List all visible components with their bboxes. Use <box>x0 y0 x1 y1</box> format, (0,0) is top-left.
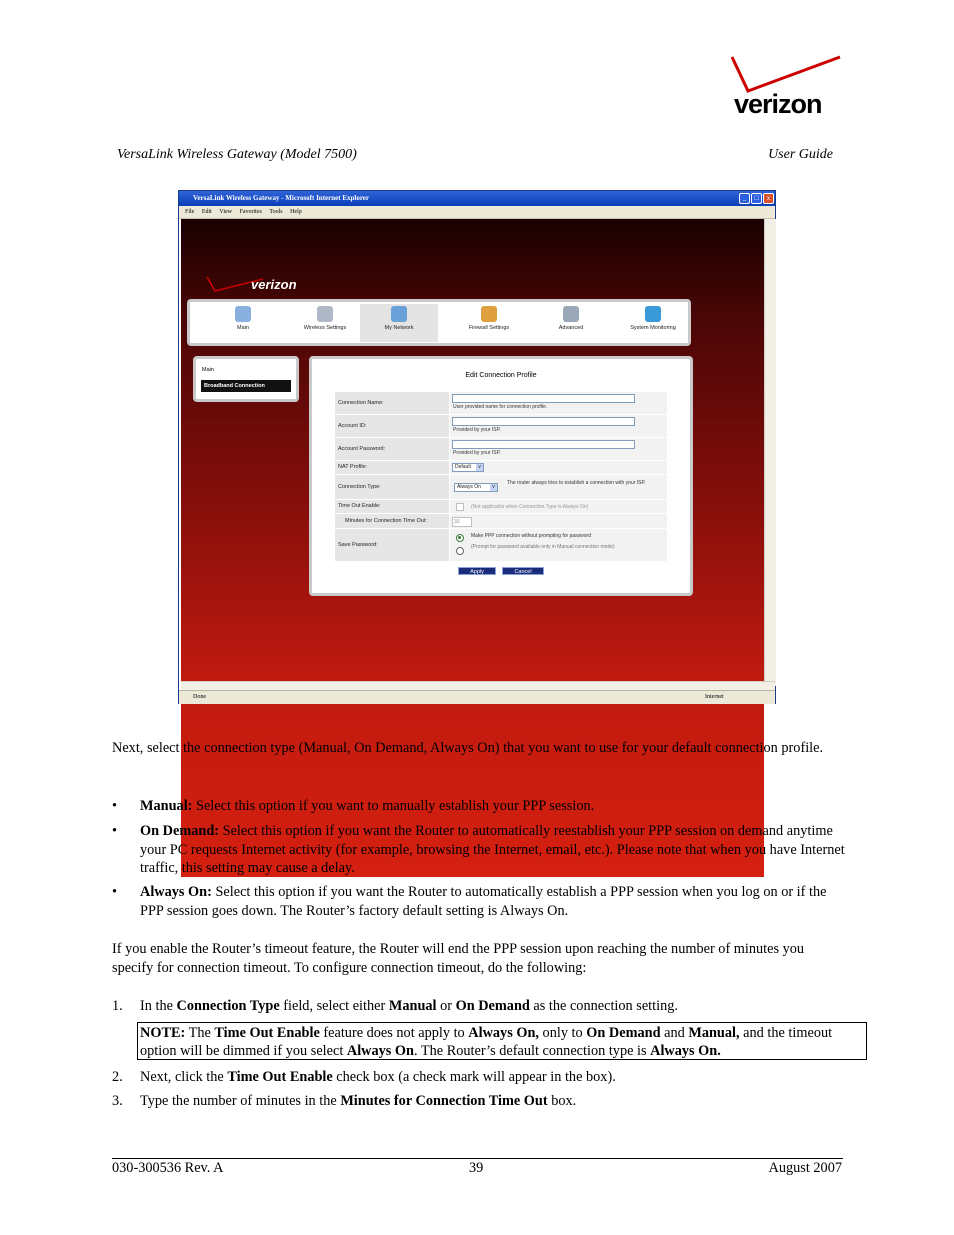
field-hint: Provided by your ISP. <box>453 427 501 433</box>
menu-edit[interactable]: Edit <box>201 209 212 215</box>
apply-button[interactable]: Apply <box>458 567 496 575</box>
monitor-icon <box>645 306 661 322</box>
menu-favorites[interactable]: Favorites <box>239 209 262 215</box>
field-hint: User provided name for connection profile. <box>453 404 548 410</box>
doc-title: VersaLink Wireless Gateway (Model 7500) <box>117 147 357 162</box>
row-account-id <box>335 414 667 437</box>
radio-label: (Prompt for password available only in Manual connection mode) <box>471 544 615 550</box>
connection-name-input[interactable] <box>452 394 635 403</box>
nat-profile-select[interactable]: Default v <box>452 463 484 472</box>
row-account-password <box>335 437 667 460</box>
footer-date: August 2007 <box>768 1160 842 1176</box>
nav-label: Main <box>237 325 249 331</box>
field-label: Connection Type: <box>338 484 381 490</box>
account-id-input[interactable] <box>452 417 635 426</box>
step-1: 1. In the Connection Type field, select either Manual or On Demand as the connection setting. <box>112 998 678 1014</box>
footer-divider <box>112 1158 843 1159</box>
verizon-logo-text: verizon <box>734 89 822 119</box>
field-label: Connection Name: <box>338 400 384 406</box>
connection-type-select[interactable]: Always On v <box>454 483 498 492</box>
status-zone: Internet <box>705 694 724 700</box>
step-number: 1. <box>112 998 123 1014</box>
step-2: 2. Next, click the Time Out Enable check box (a check mark will appear in the box). <box>112 1069 616 1085</box>
minutes-timeout-input[interactable]: 30 <box>452 517 472 527</box>
nav-label: My Network <box>384 325 414 331</box>
bullet-dot: • <box>112 884 118 900</box>
menu-help[interactable]: Help <box>290 209 302 215</box>
menu-view[interactable]: View <box>219 209 232 215</box>
intro-paragraph: Next, select the connection type (Manual, On Demand, Always On) that you want to use for your default connection profile. <box>112 740 824 756</box>
bullet-manual <box>112 797 847 816</box>
field-label: Account ID: <box>338 423 367 429</box>
footer-page-number: 39 <box>469 1160 484 1176</box>
edit-connection-form <box>309 356 693 596</box>
status-done: Done <box>193 694 206 700</box>
timeout-enable-checkbox[interactable] <box>456 503 464 511</box>
note-box: NOTE: The Time Out Enable feature does not apply to Always On, only to On Demand and Manual, and the timeout option will be dimmed if you select Always On. The Router’s default connection type is Always On. <box>137 1022 867 1060</box>
menu-tools[interactable]: Tools <box>269 209 283 215</box>
field-label: Save Password: <box>338 542 378 548</box>
row-nat-profile <box>335 460 667 474</box>
field-label: Time Out Enable: <box>338 503 381 509</box>
top-nav <box>187 299 691 346</box>
bullet-on-demand <box>112 822 847 878</box>
step-3: 3. Type the number of minutes in the Minutes for Connection Time Out box. <box>112 1093 577 1109</box>
field-label: NAT Profile: <box>338 464 368 470</box>
field-label: Minutes for Connection Time Out: <box>345 518 427 524</box>
bullet-dot: • <box>112 798 118 814</box>
account-password-input[interactable] <box>452 440 635 449</box>
nav-label: Advanced <box>558 325 584 331</box>
vertical-scrollbar[interactable] <box>764 219 776 686</box>
browser-screenshot <box>178 190 776 704</box>
nav-main[interactable] <box>204 304 282 342</box>
network-icon <box>391 306 407 322</box>
menu-file[interactable]: File <box>185 209 195 215</box>
maximize-icon[interactable]: □ <box>751 193 762 204</box>
browser-content <box>181 219 764 877</box>
bullet-dot: • <box>112 823 118 839</box>
bullet-term: Manual: <box>140 798 193 814</box>
footer-doc-number: 030-300536 Rev. A <box>112 1160 224 1176</box>
radio-no-prompt[interactable] <box>456 534 464 542</box>
nav-my-network[interactable] <box>360 304 438 342</box>
close-icon[interactable]: x <box>763 193 774 204</box>
bullet-term: Always On: <box>140 884 212 900</box>
nav-label: System Monitoring <box>630 325 676 331</box>
row-save-password <box>335 528 667 561</box>
nav-label: Wireless Settings <box>303 325 347 331</box>
row-connection-name <box>335 391 667 414</box>
window-title: VersaLink Wireless Gateway - Microsoft Internet Explorer <box>193 194 370 202</box>
main-icon <box>235 306 251 322</box>
bullet-text: Select this option if you want the Router to automatically reestablish your PPP session on demand anytime your PC requests Internet activity (for example, browsing the Internet, email, etc.). Please note that when you have Internet traffic, this setting may cause a delay. <box>140 823 845 876</box>
timeout-paragraph: If you enable the Router’s timeout feature, the Router will end the PPP session upon reaching the number of minutes you specify for connection timeout. To configure connection timeout, do the following: <box>112 941 805 976</box>
field-hint: Provided by your ISP. <box>453 450 501 456</box>
menu-bar <box>179 206 775 219</box>
radio-prompt[interactable] <box>456 547 464 555</box>
row-minutes-timeout <box>335 513 667 528</box>
firewall-icon <box>481 306 497 322</box>
bullet-always-on <box>112 883 847 921</box>
form-title: Edit Connection Profile <box>465 372 537 379</box>
wireless-icon <box>317 306 333 322</box>
nav-advanced[interactable] <box>532 304 610 342</box>
verizon-logo <box>722 55 842 121</box>
bullet-text: Select this option if you want the Router to automatically establish a PPP session when you log on or if the PPP session goes down. The Router’s factory default setting is Always On. <box>140 884 827 919</box>
nav-label: Firewall Settings <box>468 325 510 331</box>
doc-type: User Guide <box>768 147 833 162</box>
bullet-text: Select this option if you want to manually establish your PPP session. <box>192 798 595 814</box>
status-bar <box>179 690 775 704</box>
nav-wireless-settings[interactable] <box>286 304 364 342</box>
field-hint: The router always tries to establish a connection with your ISP. <box>507 480 646 486</box>
minimize-icon[interactable]: _ <box>739 193 750 204</box>
step-number: 3. <box>112 1093 123 1109</box>
screenshot-logo: verizon <box>251 277 297 292</box>
nav-firewall-settings[interactable] <box>450 304 528 342</box>
cancel-button[interactable]: Cancel <box>502 567 544 575</box>
field-hint: (Not applicable when Connection Type is Always On) <box>471 504 589 510</box>
radio-label: Make PPP connection without prompting for password <box>471 533 591 539</box>
nav-system-monitoring[interactable] <box>614 304 692 342</box>
advanced-icon <box>563 306 579 322</box>
row-timeout-enable <box>335 499 667 513</box>
side-item-broadband[interactable]: Broadband Connection <box>201 380 291 392</box>
row-connection-type <box>335 474 667 499</box>
step-number: 2. <box>112 1069 123 1085</box>
side-item-main[interactable]: Main <box>202 367 214 373</box>
window-titlebar <box>179 191 775 206</box>
field-label: Account Password: <box>338 446 386 452</box>
bullet-term: On Demand: <box>140 823 220 839</box>
side-menu <box>193 356 299 402</box>
